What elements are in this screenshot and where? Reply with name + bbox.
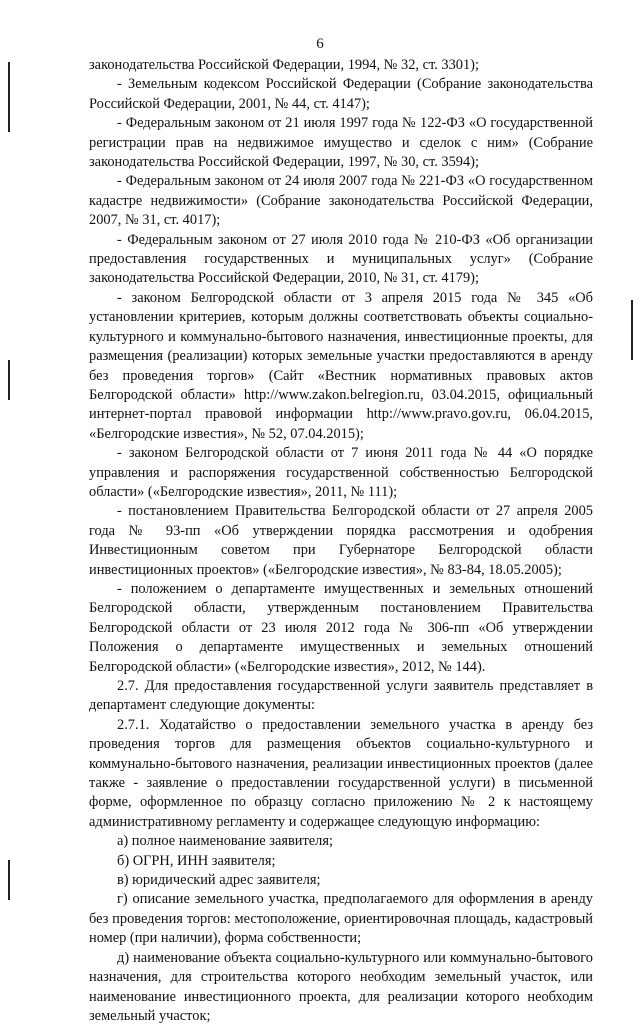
list-item: - законом Белгородской области от 3 апреля 2015 года № 345 «Об установлении критериев, которым должны соответствовать объекты социально-культурного и коммунально-бытового назначения, инвестиционные проекты, для размещения (реализации) которых земельные участки предоставляются в аренду без проведения торгов» (Сайт «Вестник нормативных правовых актов Белгородской области» http://www.zakon.belregion.ru, 03.04.2015, официальный интернет-портал правовой информации http://www.pravo.gov.ru, 06.04.2015, «Белгородские известия», № 52, 07.04.2015); <box>89 289 593 442</box>
scan-edge-mark <box>8 860 10 900</box>
scan-edge-mark <box>8 62 10 132</box>
list-item: г) описание земельного участка, предполагаемого для оформления в аренду без проведения торгов: местоположение, ориентировочная площадь, кадастровый номер (при наличии), форма собственности; <box>89 891 593 947</box>
list-item: - положением о департаменте имущественных и земельных отношений Белгородской области, утвержденным постановлением Правительства Белгородской области от 23 июля 2012 года № 306-пп «Об утверждении Положения о департаменте имущественных и земельных отношений Белгородской области» («Белгородские известия», 2012, № 144). <box>89 580 593 675</box>
list-item: б) ОГРН, ИНН заявителя; <box>117 852 276 869</box>
list-item: в) юридический адрес заявителя; <box>117 872 321 889</box>
scan-edge-mark <box>631 300 633 360</box>
list-item: - Федеральным законом от 24 июля 2007 года № 221-ФЗ «О государственном кадастре недвижимости» (Собрание законодательства Российской Федерации, 2007, № 31, ст. 4017); <box>89 173 593 229</box>
list-item: - постановлением Правительства Белгородской области от 27 апреля 2005 года № 93-пп «Об утверждении порядка рассмотрения и одобрения Инвестиционным советом при Губернаторе Белгородской области инвестиционных проектов» («Белгородские известия», № 83-84, 18.05.2005); <box>89 503 593 578</box>
section-paragraph: 2.7. Для предоставления государственной услуги заявитель представляет в департамент следующие документы: <box>89 678 593 714</box>
list-item: - Земельным кодексом Российской Федерации (Собрание законодательства Российской Федерации, 2001, № 44, ст. 4147); <box>89 76 593 112</box>
page-number: 6 <box>316 36 324 52</box>
document-body <box>89 56 593 1026</box>
list-item: - Федеральным законом от 21 июля 1997 года № 122-ФЗ «О государственной регистрации прав на недвижимое имущество и сделок с ним» (Собрание законодательства Российской Федерации, 1997, № 30, ст. 3594); <box>89 115 593 171</box>
paragraph: законодательства Российской Федерации, 1994, № 32, ст. 3301); <box>89 57 479 73</box>
list-item: д) наименование объекта социально-культурного или коммунально-бытового назначения, для строительства которого необходим земельный участок, или наименование инвестиционного проекта, для реализации которого необходим земельный участок; <box>89 949 593 1024</box>
subsection-paragraph: 2.7.1. Ходатайство о предоставлении земельного участка в аренду без проведения торгов для размещения объектов социально-культурного и коммунально-бытового назначения, реализации инвестиционных проектов (далее также - заявление о предоставлении государственной услуги) в письменной форме, оформленное по образцу согласно приложению № 2 к настоящему административному регламенту и содержащее следующую информацию: <box>89 716 593 830</box>
list-item: - законом Белгородской области от 7 июня 2011 года № 44 «О порядке управления и распоряжения государственной собственностью Белгородской области» («Белгородские известия», 2011, № 111); <box>89 445 593 500</box>
list-item: - Федеральным законом от 27 июля 2010 года № 210-ФЗ «Об организации предоставления государственных и муниципальных услуг» (Собрание законодательства Российской Федерации, 2010, № 31, ст. 4179); <box>89 231 593 287</box>
scan-edge-mark <box>8 360 10 400</box>
list-item: а) полное наименование заявителя; <box>117 833 333 850</box>
